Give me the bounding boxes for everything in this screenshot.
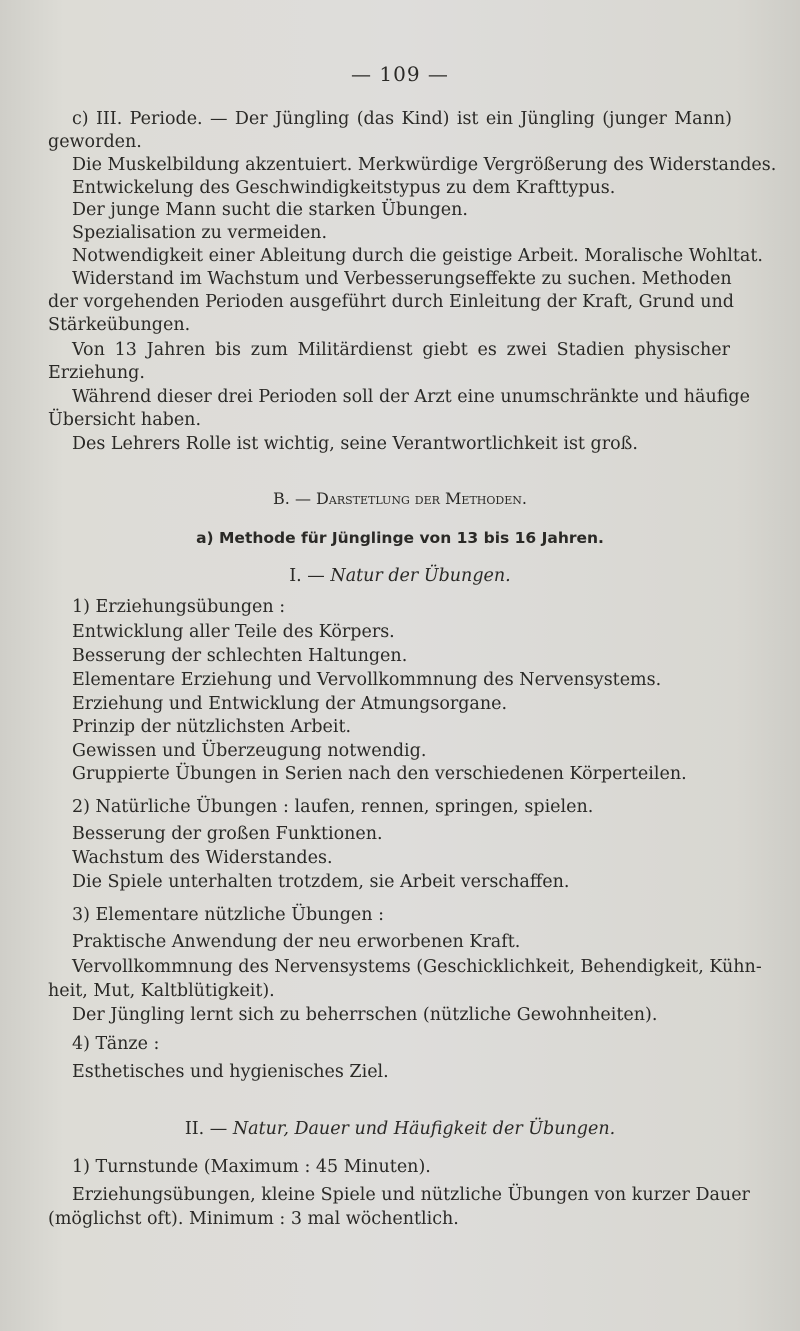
text-line: Erziehung. <box>48 363 145 383</box>
text-line: der vorgehenden Perioden ausgeführt durch Einleitung der Kraft, Grund und <box>48 292 734 312</box>
text-line: Der Jüngling lernt sich zu beherrschen (nützliche Gewohnheiten). <box>72 1005 658 1025</box>
text-line: Während dieser drei Perioden soll der Arzt eine unumschränkte und häufige <box>72 387 750 407</box>
text-line: 3) Elementare nützliche Übungen : <box>72 905 384 925</box>
text-line: Des Lehrers Rolle ist wichtig, seine Verantwortlichkeit ist groß. <box>72 434 638 454</box>
text-line: Die Spiele unterhalten trotzdem, sie Arbeit verschaffen. <box>72 872 570 892</box>
text-line: Gruppierte Übungen in Serien nach den verschiedenen Körperteilen. <box>72 764 687 784</box>
text-line: Stärkeübungen. <box>48 315 191 335</box>
text-line: c) III. Periode. — Der Jüngling (das Kind) ist ein Jüngling (junger Mann) <box>72 109 732 129</box>
subsection-heading: a) Methode für Jünglinge von 13 bis 16 Jahren. <box>196 529 604 547</box>
text-line: Entwicklung aller Teile des Körpers. <box>72 622 395 642</box>
text-line: 1) Turnstunde (Maximum : 45 Minuten). <box>72 1157 431 1177</box>
text-line: Von 13 Jahren bis zum Militärdienst giebt es zwei Stadien physischer <box>72 340 730 360</box>
text-line: Esthetisches und hygienisches Ziel. <box>72 1062 389 1082</box>
text-line: (möglichst oft). Minimum : 3 mal wöchentlich. <box>48 1209 459 1229</box>
text-line: Entwickelung des Geschwindigkeitstypus zu dem Krafttypus. <box>72 178 616 198</box>
text-line: Die Muskelbildung akzentuiert. Merkwürdige Vergrößerung des Widerstandes. <box>72 155 777 175</box>
text-line: Spezialisation zu vermeiden. <box>72 223 328 243</box>
page-number: — 109 — <box>351 62 449 86</box>
text-line: Prinzip der nützlichsten Arbeit. <box>72 717 352 737</box>
text-line: Widerstand im Wachstum und Verbesserungseffekte zu suchen. Methoden <box>72 269 732 289</box>
text-line: Erziehung und Entwicklung der Atmungsorgane. <box>72 694 508 714</box>
text-line: 4) Tänze : <box>72 1034 160 1054</box>
text-line: 2) Natürliche Übungen : laufen, rennen, springen, spielen. <box>72 797 594 817</box>
text-line: Besserung der großen Funktionen. <box>72 824 383 844</box>
text-line: geworden. <box>48 132 142 152</box>
text-line: 1) Erziehungsübungen : <box>72 597 286 617</box>
section-heading: B. — Darstetlung der Methoden. <box>273 489 527 508</box>
part-heading: I. — Natur der Übungen. <box>289 566 511 586</box>
text-line: heit, Mut, Kaltblütigkeit). <box>48 981 275 1001</box>
text-line: Wachstum des Widerstandes. <box>72 848 333 868</box>
text-line: Der junge Mann sucht die starken Übungen. <box>72 200 468 220</box>
text-line: Erziehungsübungen, kleine Spiele und nützliche Übungen von kurzer Dauer <box>72 1185 750 1205</box>
text-line: Elementare Erziehung und Vervollkommnung des Nervensystems. <box>72 670 662 690</box>
text-line: Notwendigkeit einer Ableitung durch die geistige Arbeit. Moralische Wohltat. <box>72 246 763 266</box>
text-line: Praktische Anwendung der neu erworbenen Kraft. <box>72 932 521 952</box>
text-line: Gewissen und Überzeugung notwendig. <box>72 741 427 761</box>
text-line: Vervollkommnung des Nervensystems (Geschicklichkeit, Behendigkeit, Kühn- <box>72 957 762 977</box>
part-heading: II. — Natur, Dauer und Häufigkeit der Übungen. <box>184 1119 616 1139</box>
text-line: Besserung der schlechten Haltungen. <box>72 646 408 666</box>
text-line: Übersicht haben. <box>48 410 202 430</box>
